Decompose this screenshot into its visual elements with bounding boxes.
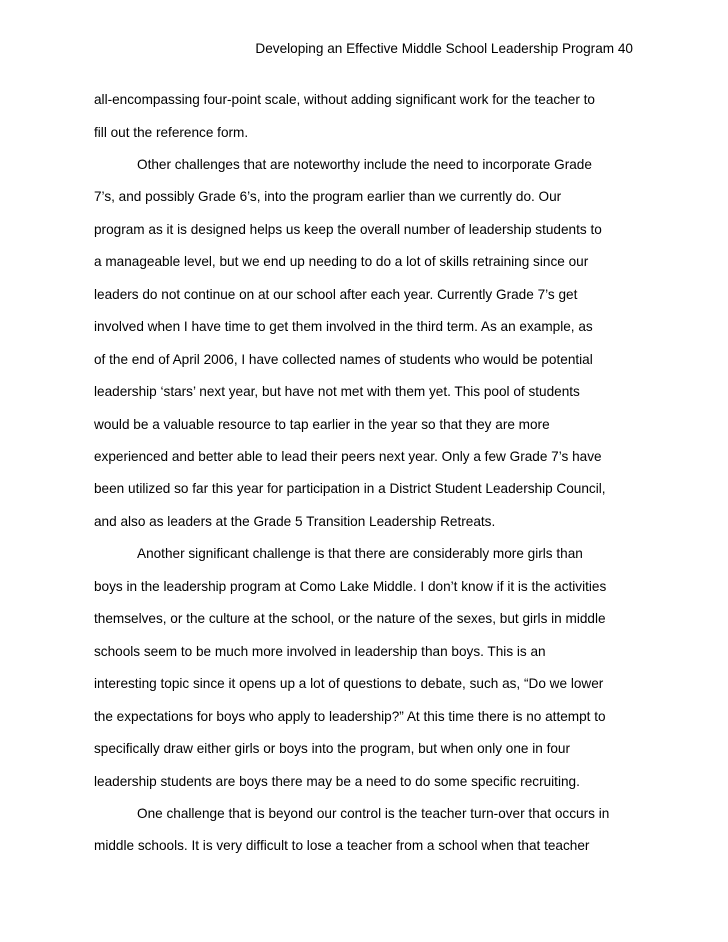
text-line: of the end of April 2006, I have collected names of students who would be potential bbox=[94, 351, 593, 367]
text-line: been utilized so far this year for participation in a District Student Leadership Council, bbox=[94, 481, 606, 497]
text-line: leadership ‘stars’ next year, but have not met with them yet. This pool of students bbox=[94, 384, 580, 400]
text-line: experienced and better able to lead their peers next year. Only a few Grade 7’s have bbox=[94, 449, 602, 464]
text-line: schools seem to be much more involved in leadership than boys. This is an bbox=[94, 643, 546, 659]
text-line: themselves, or the culture at the school, or the nature of the sexes, but girls in middle bbox=[94, 611, 606, 627]
text-line: middle schools. It is very difficult to lose a teacher from a school when that teacher bbox=[94, 838, 590, 854]
text-line: interesting topic since it opens up a lot of questions to debate, such as, “Do we lower bbox=[94, 676, 604, 692]
text-line: would be a valuable resource to tap earlier in the year so that they are more bbox=[94, 416, 550, 432]
text-line: specifically draw either girls or boys into the program, but when only one in four bbox=[94, 741, 571, 756]
text-line: program as it is designed helps us keep the overall number of leadership students to bbox=[94, 221, 602, 237]
text-line: the expectations for boys who apply to leadership?” At this time there is no attempt to bbox=[94, 708, 606, 724]
text-line: all-encompassing four-point scale, without adding significant work for the teacher to bbox=[94, 92, 595, 107]
text-line: a manageable level, but we end up needing to do a lot of skills retraining since our bbox=[94, 254, 589, 270]
text-line: and also as leaders at the Grade 5 Transition Leadership Retreats. bbox=[94, 513, 496, 529]
text-line: leadership students are boys there may be a need to do some specific recruiting. bbox=[94, 773, 580, 789]
text-line: One challenge that is beyond our control is the teacher turn-over that occurs in bbox=[137, 805, 610, 821]
text-line: involved when I have time to get them involved in the third term. As an example, as bbox=[94, 319, 593, 335]
text-line: Other challenges that are noteworthy include the need to incorporate Grade bbox=[137, 156, 592, 172]
text-line: fill out the reference form. bbox=[94, 124, 249, 140]
text-line: 7’s, and possibly Grade 6’s, into the program earlier than we currently do. Our bbox=[94, 189, 562, 205]
text-line: leaders do not continue on at our school after each year. Currently Grade 7’s get bbox=[94, 286, 578, 302]
running-header: Developing an Effective Middle School Leadership Program 40 bbox=[255, 41, 633, 56]
text-line: Another significant challenge is that there are considerably more girls than bbox=[137, 546, 583, 562]
text-line: boys in the leadership program at Como Lake Middle. I don’t know if it is the activities bbox=[94, 578, 607, 594]
